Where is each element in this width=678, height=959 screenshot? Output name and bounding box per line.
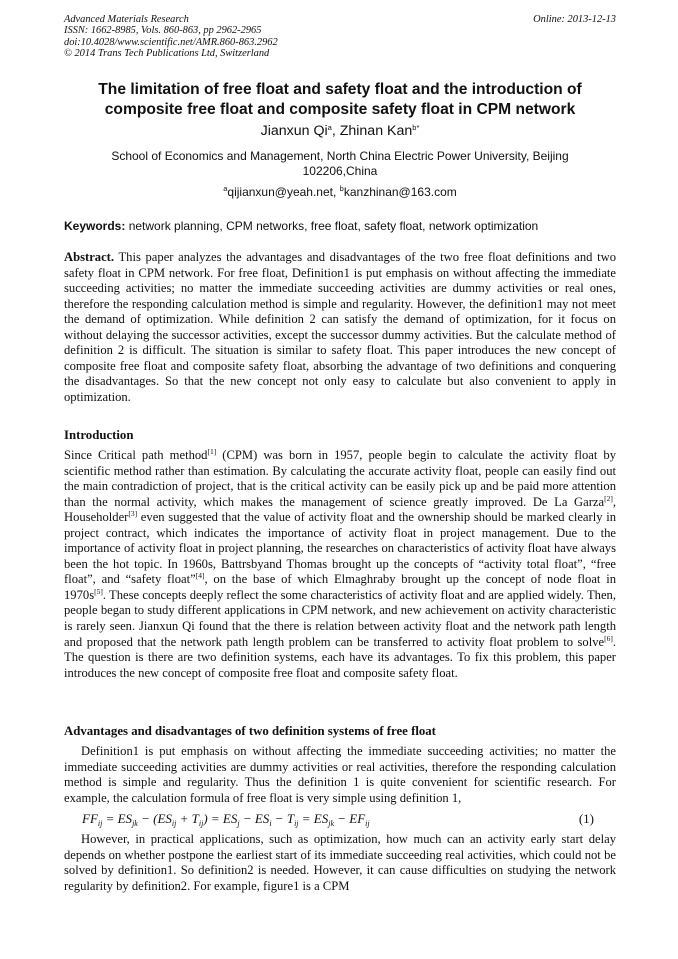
eq-sub: ij (294, 819, 299, 828)
intro-text-4: even suggested that the value of activity float and the ownership should be marked clearly in project contract, which indicates the importance of activity float in project management. Due to the importance of activity float in project planning, the researches on characteristics of activity float have always been the hot topic. In 1960s, Battrsbyand Thomas brought up the concepts of “activity total float”, “free float”, and “safety float” (64, 510, 616, 587)
doi-line: doi:10.4028/www.scientific.net/AMR.860-863.2962 (64, 36, 278, 48)
citation-5[interactable]: [5] (94, 586, 103, 596)
email-2[interactable]: kanzhinan@163.com (343, 185, 457, 199)
eq-sub: ij (365, 819, 370, 828)
keywords-text: network planning, CPM networks, free float, safety float, network optimization (125, 219, 539, 233)
eq-part: = ES (298, 811, 329, 826)
eq-sub: ij (171, 819, 177, 828)
abstract (64, 250, 616, 405)
intro-text-6: . These concepts deeply reflect the some characteristics of activity float and are applied widely. Then, people began to study different applications in CPM network, and new achievement on activity characteristic is rarely seen. Jianxun Qi found that the there is relation between activity float and the network path length and proposed that the network path length problem can be transferred to activity float problem to solve (64, 587, 616, 649)
citation-2[interactable]: [2] (604, 493, 613, 503)
introduction-heading: Introduction (64, 428, 134, 442)
email-separator: , (333, 185, 340, 199)
citation-4[interactable]: [4] (195, 571, 205, 581)
paper-title (64, 80, 616, 119)
author-emails (64, 185, 616, 200)
email-1-sup: a (223, 184, 228, 193)
eq-sub: jk (132, 819, 138, 828)
journal-header (64, 14, 616, 60)
eq-sub: j (237, 819, 240, 828)
author-separator: , (331, 123, 340, 139)
citation-1[interactable]: [1] (207, 447, 217, 456)
intro-text-7: . The question is there are two definition systems, each have its advantages. To fix this problem, this paper introduces the new concept of composite free float and composite safety float. (64, 634, 616, 680)
citation-3[interactable]: [3] (128, 509, 138, 519)
eq-part: − EF (334, 811, 366, 826)
online-date: Online: 2013-12-13 (533, 14, 616, 25)
email-1[interactable]: qijianxun@yeah.net (227, 185, 333, 199)
author-1-sup: a (327, 123, 332, 132)
author-list (64, 123, 616, 140)
intro-text-5: , on the base of which Elmaghraby brought up the concept of node float in 1970s (64, 572, 616, 602)
journal-name: Advanced Materials Research (64, 14, 189, 25)
intro-text-1: Since Critical path method (64, 448, 208, 462)
intro-text-2: (CPM) was born in 1957, people begin to calculate the activity float by scientific method rather than estimation. By calculating the accurate activity float, people can easily find out the main contradiction of project, that is the critical activity can be easily pick up and be paid more attention than the normal activity, which makes the management of science greatly improved. De La Garza (64, 448, 617, 509)
title-line-2: composite free float and composite safety float in CPM network (104, 100, 576, 118)
author-2: Zhinan Kan (339, 123, 413, 139)
affiliation-line-1: School of Economics and Management, North China Electric Power University, Beijing (111, 149, 569, 163)
title-line-1: The limitation of free float and safety float and the introduction of (98, 81, 582, 98)
eq-sub: ij (198, 819, 204, 828)
affiliation-line-2: 102206,China (302, 163, 378, 178)
abstract-text: This paper analyzes the advantages and disadvantages of the two free float definitions and two safety float in CPM network. For free float, Definition1 is put emphasis on without affecting the immediate succeeding activities; no matter the immediate succeeding activities are dummy activities or real ones, therefore the responding calculation method is simple and regularity. However, the definition1 may not meet the demand of optimization. While definition 2 can satisfy the demand of optimization, for it focus on without delaying the successor activities, except the successor dummy activities. But the calculate method of definition 2 is difficult. The situation is similar to safety float. This paper introduces the new concept of composite free float and composite safety float, absorbing the advantage of two definitions and conquering the disadvantages. So that the new concept not only easy to calculate but also convenient to apply in optimization. (64, 250, 616, 404)
eq-sub: jk (328, 819, 335, 828)
equation-number: (1) (578, 811, 594, 826)
author-2-sup: b* (412, 123, 420, 132)
introduction-paragraph (64, 448, 616, 681)
eq-sub: ij (97, 819, 103, 828)
eq-part: − (ES (137, 811, 172, 826)
eq-part: − ES (239, 811, 270, 826)
section-2-paragraph-2: However, in practical applications, such as optimization, how much can an activity early start delay depends on whether postpone the earliest start of its immediate succeeding real activities, which could not be solved by definition1. So definition2 is needed. However, it can cause difficulties on studying the network regularity by definition2. For example, figure1 is a CPM (64, 832, 616, 893)
eq-part: − T (271, 811, 295, 826)
section-2-paragraph-1: Definition1 is put emphasis on without affecting the immediate succeeding activities; no matter the immediate succeeding activities are dummy activities or real activities, therefore the responding calculation method is simple and regularity. Thus the definition 1 is quite convenient for scientific research. For example, the calculation formula of free float is very simple using definition 1, (64, 744, 616, 805)
author-1: Jianxun Qi (260, 123, 328, 139)
abstract-label: Abstract. (64, 250, 115, 264)
section-2-heading: Advantages and disadvantages of two definition systems of free float (64, 724, 436, 738)
issn-line: ISSN: 1662-8985, Vols. 860-863, pp 2962-2965 (64, 25, 262, 37)
citation-6[interactable]: [6] (604, 633, 613, 643)
eq-part: + T (176, 811, 199, 826)
eq-sub: i (269, 819, 272, 828)
affiliation (64, 149, 616, 179)
eq-part: ) = ES (203, 811, 238, 826)
email-2-sup: b (339, 184, 344, 193)
eq-ff: FF (82, 811, 98, 826)
keywords (64, 219, 616, 234)
keywords-label: Keywords: (64, 219, 126, 233)
intro-text-3: , Householder (64, 494, 616, 525)
eq-part: = ES (102, 811, 133, 826)
equation-1 (82, 811, 616, 829)
copyright-line: © 2014 Trans Tech Publications Ltd, Switzerland (64, 48, 270, 60)
